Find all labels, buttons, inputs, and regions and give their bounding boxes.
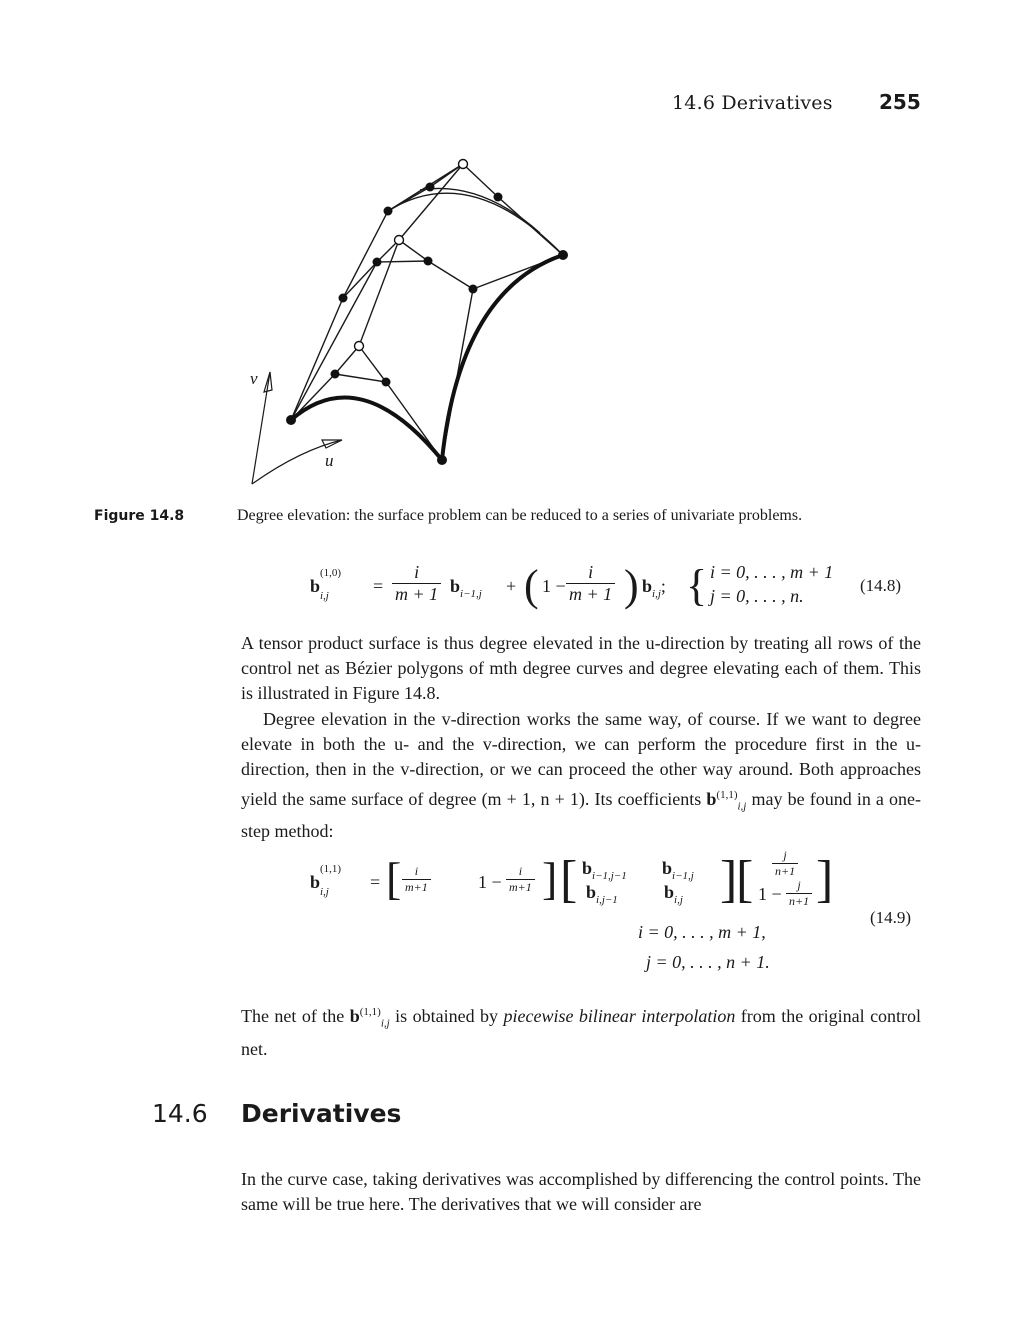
control-point [437,455,447,465]
eq149-range1: i = 0, . . . , m + 1, [638,922,766,942]
eq149-row-bracket-open: [ [386,853,402,904]
eq149-row-b-prefix: 1 − [478,872,502,892]
equation-14-9 [310,848,920,982]
page-number: 255 [879,90,921,114]
paragraph-3-coef-sup: (1,1) [359,1006,381,1018]
paragraph-2-coef-sub: i,j [737,800,747,813]
eq148-paren-open: ( [524,561,539,610]
eq148-plus: + [506,576,517,596]
net-edge [399,164,463,240]
eq149-col-b-num: j [786,878,812,894]
paragraph-3-text-a: The net of the [241,1006,345,1026]
eq149-matrix-bracket-open: [ [560,851,578,908]
eq148-cond1: i = 0, . . . , m + 1 [710,562,834,582]
figure-caption [94,507,954,525]
eq149-col-bracket-open: [ [736,851,754,908]
paragraph-3-text-c: from the original control net. [241,1006,922,1059]
original-control-point [459,160,468,169]
eq149-row-b [506,864,535,895]
paragraph-3 [241,1000,921,1062]
eq149-col-b [786,878,812,909]
paragraph-3-emph: piecewise bilinear interpolation [503,1006,736,1026]
control-point [331,370,340,379]
eq149-lhs-sup: (1,1) [320,863,342,875]
control-point [384,207,393,216]
eq148-frac2-den: m + 1 [569,584,613,604]
control-point [286,415,296,425]
eq149-eq: = [370,872,381,892]
eq149-row-b-den: m+1 [509,880,532,894]
control-point [424,257,433,266]
net-edge [399,240,428,261]
eq149-m12: b [662,858,673,878]
control-point [373,258,382,267]
control-point [494,193,503,202]
eq149-m21-sub: i,j−1 [596,894,618,906]
eq148-semicolon: ; [660,576,666,596]
net-edge [343,211,388,298]
paragraph-1 [241,631,921,707]
paragraph-2-text-a: Degree elevation in the v-direction works the same way, of course. If we want to degree elevate in both the u- and the v-direction, we can perform the procedure first in the u-direction, then in the v-direction, or we can proceed the other way around. Both approaches yield the same surface of degree (m + 1, n + 1). Its coefficients [241,709,921,809]
u-axis-arrow [322,440,342,448]
eq149-row-a [402,864,431,895]
eq148-paren-one: 1 − [542,576,566,596]
equation-14-8 [310,562,910,614]
eq149-col-b-prefix: 1 − [758,884,782,904]
eq149-m22-sub: i,j [674,894,683,906]
net-edge [335,374,386,382]
eq148-frac1-num: i [392,562,441,584]
eq149-lhs-sub: i,j [320,886,329,898]
eq148-term2: b [642,576,653,596]
eq148-lhs: b [310,576,321,596]
eq149-col-a-den: n+1 [775,864,796,878]
eq149-col-b-den: n+1 [789,894,810,908]
eq149-row-a-den: m+1 [405,880,428,894]
paragraph-3-text-b: is obtained by [395,1006,499,1026]
eq149-matrix-bracket-close: ] [720,851,738,908]
eq149-m21: b [586,882,597,902]
control-point [382,378,391,387]
net-edge [428,261,473,289]
control-point [426,183,435,192]
eq148-eq: = [373,576,384,596]
net-edge [377,261,428,262]
eq148-number: (14.8) [860,576,902,595]
eq148-frac1 [392,562,441,605]
eq148-paren-close: ) [624,561,639,610]
caption-label: Figure 14.8 [94,508,185,524]
section-title: Derivatives [241,1099,402,1128]
eq149-lhs: b [310,872,321,892]
paragraph-2-coef-sup: (1,1) [716,788,738,801]
paragraph-2-coef: b [706,788,717,809]
eq148-term1: b [450,576,461,596]
eq149-row-bracket-close: ] [542,853,558,904]
eq149-row-b-num: i [506,864,535,880]
eq149-row-a-num: i [402,864,431,880]
running-header: 14.6 Derivatives [672,92,833,114]
net-edge [359,346,386,382]
control-point [469,285,478,294]
original-control-point [395,236,404,245]
eq148-lhs-sub: i,j [320,590,329,602]
surface-inner-curve [420,188,540,233]
eq149-col-a-num: j [772,848,798,864]
eq148-frac2-num: i [566,562,615,584]
eq149-col-bracket-close: ] [816,851,834,908]
original-control-point [355,342,364,351]
eq149-number: (14.9) [870,908,912,927]
paragraph-4-text: In the curve case, taking derivatives was accomplished by differencing the control points. The same will be true here. The derivatives that we will consider are [241,1169,921,1215]
eq148-term2-sub: i,j [652,588,661,600]
v-axis [252,372,270,484]
control-point [558,250,568,260]
eq148-lhs-sup: (1,0) [320,567,342,579]
paragraph-4 [241,1167,921,1217]
eq149-m22: b [664,882,675,902]
paragraph-2 [241,707,921,845]
eq148-brace: { [686,561,708,610]
paragraph-2-text-b: may be found in a one-step method: [241,788,922,842]
paragraph-3-coef-sub: i,j [380,1017,390,1030]
figure-14-8-diagram [0,140,1031,500]
u-axis-label: u [325,451,334,470]
eq148-frac1-den: m + 1 [395,584,439,604]
eq149-m11: b [582,858,593,878]
eq149-m12-sub: i−1,j [672,870,694,882]
eq148-cond2: j = 0, . . . , n. [710,586,804,606]
eq149-m11-sub: i−1,j−1 [592,870,627,882]
eq148-frac2 [566,562,615,605]
caption-text: Degree elevation: the surface problem can be reduced to a series of univariate problems. [237,507,803,524]
eq149-range2: j = 0, . . . , n + 1. [646,952,770,972]
surface-top-curve [388,193,563,255]
net-edge [335,346,359,374]
section-number: 14.6 [152,1099,208,1128]
paragraph-3-coef: b [349,1006,360,1026]
eq149-col-a [772,848,798,879]
eq148-term1-sub: i−1,j [460,588,482,600]
control-point [339,294,348,303]
paragraph-1-text: A tensor product surface is thus degree elevated in the u-direction by treating all rows of the control net as Bézier polygons of mth degree curves and degree elevating each of them. This is illustrated in Figure 14.8. [241,633,921,704]
v-axis-label: v [250,369,258,388]
